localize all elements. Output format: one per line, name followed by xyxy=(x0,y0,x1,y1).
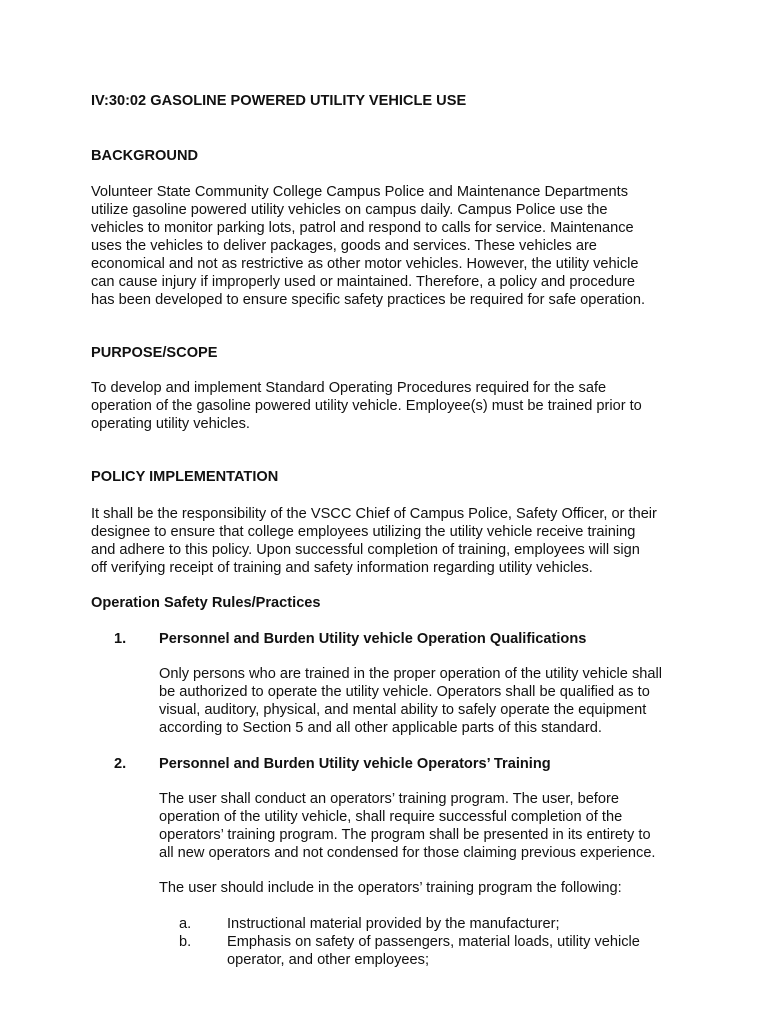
policy-line: designee to ensure that college employees utilizing the utility vehicle receive training xyxy=(91,524,636,540)
item-line: operation of the utility vehicle, shall require successful completion of the xyxy=(159,809,623,825)
policy-line: and adhere to this policy. Upon successful completion of training, employees will sign xyxy=(91,542,640,558)
background-heading: BACKGROUND xyxy=(91,148,199,164)
operation-safety-subheading: Operation Safety Rules/Practices xyxy=(91,595,321,611)
purpose-line: operation of the gasoline powered utility vehicle. Employee(s) must be trained prior to xyxy=(91,398,642,414)
subitem-text xyxy=(227,915,697,933)
policy-line: off verifying receipt of training and safety information regarding utility vehicles. xyxy=(91,560,593,576)
item-line: be authorized to operate the utility vehicle. Operators shall be qualified as to xyxy=(159,684,650,700)
policy-heading: POLICY IMPLEMENTATION xyxy=(91,469,279,485)
item-paragraph xyxy=(159,665,699,737)
background-line: uses the vehicles to deliver packages, goods and services. These vehicles are xyxy=(91,238,597,254)
background-line: Volunteer State Community College Campus Police and Maintenance Departments xyxy=(91,184,629,200)
subitem-text xyxy=(227,933,697,969)
item-line: all new operators and not condensed for those claiming previous experience. xyxy=(159,845,656,861)
background-line: has been developed to ensure specific safety practices be required for safe operation. xyxy=(91,292,646,308)
subitem-line: Instructional material provided by the manufacturer; xyxy=(227,916,560,932)
policy-paragraph xyxy=(91,505,691,577)
item-intro xyxy=(159,879,699,897)
item-paragraph xyxy=(159,790,699,862)
purpose-line: To develop and implement Standard Operating Procedures required for the safe xyxy=(91,380,607,396)
item-intro-line: The user should include in the operators’ training program the following: xyxy=(159,880,622,896)
background-line: utilize gasoline powered utility vehicles on campus daily. Campus Police use the xyxy=(91,202,608,218)
policy-line: It shall be the responsibility of the VSCC Chief of Campus Police, Safety Officer, or their xyxy=(91,506,657,522)
item-title: Personnel and Burden Utility vehicle Operators’ Training xyxy=(159,756,551,772)
background-line: can cause injury if improperly used or maintained. Therefore, a policy and procedure xyxy=(91,274,636,290)
item-line: Only persons who are trained in the proper operation of the utility vehicle shall xyxy=(159,666,662,682)
item-line: visual, auditory, physical, and mental ability to safely operate the equipment xyxy=(159,702,647,718)
item-number: 2. xyxy=(114,756,127,772)
purpose-heading: PURPOSE/SCOPE xyxy=(91,345,218,361)
subitem-line: operator, and other employees; xyxy=(227,952,430,968)
item-title: Personnel and Burden Utility vehicle Operation Qualifications xyxy=(159,631,587,647)
purpose-line: operating utility vehicles. xyxy=(91,416,250,432)
item-line: according to Section 5 and all other applicable parts of this standard. xyxy=(159,720,602,736)
purpose-paragraph xyxy=(91,379,691,433)
subitem-line: Emphasis on safety of passengers, material loads, utility vehicle xyxy=(227,934,640,950)
background-line: economical and not as restrictive as other motor vehicles. However, the utility vehicle xyxy=(91,256,639,272)
subitem-letter: a. xyxy=(179,916,192,932)
background-line: vehicles to monitor parking lots, patrol and respond to calls for service. Maintenance xyxy=(91,220,634,236)
item-line: operators’ training program. The program shall be presented in its entirety to xyxy=(159,827,651,843)
item-line: The user shall conduct an operators’ training program. The user, before xyxy=(159,791,619,807)
item-number: 1. xyxy=(114,631,127,647)
background-paragraph xyxy=(91,183,691,309)
subitem-letter: b. xyxy=(179,934,192,950)
document-title: IV:30:02 GASOLINE POWERED UTILITY VEHICLE USE xyxy=(91,93,467,109)
